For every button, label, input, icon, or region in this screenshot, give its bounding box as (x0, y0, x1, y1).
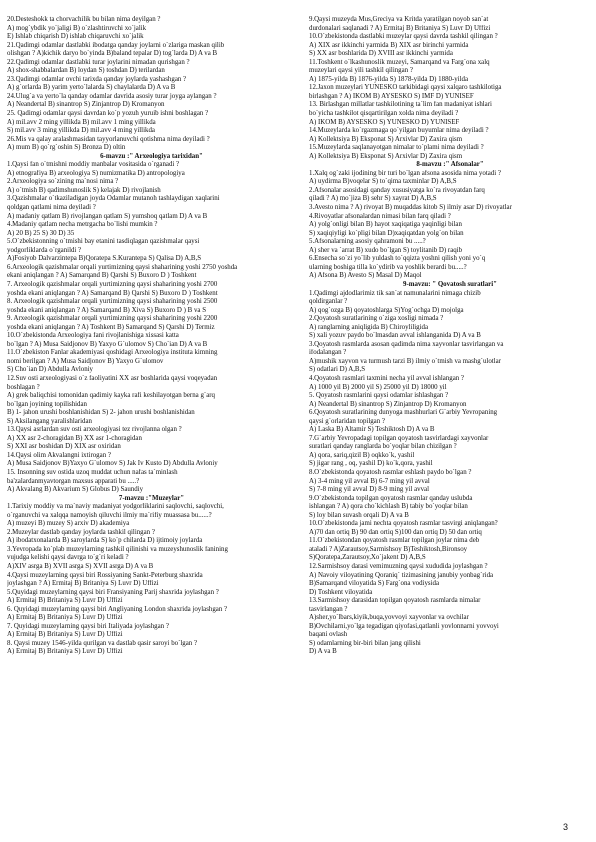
text-line: A)70 dan ortiq B) 90 dan ortiq S)100 dan ortiq D) 50 dan ortiq (309, 528, 482, 536)
text-line: baqani ovlash (309, 631, 348, 639)
text-line: 20.Desteshokk ta chorvachilik bu bilan nima deyilgan ? (7, 16, 161, 23)
text-line: A) 1875-yilda B) 1876-yilda S) 1878-yilda D) 1880-yilda (309, 75, 469, 83)
text-line: 1.Qaysi fan o`tmishni moddiy manbalar vositasida o`rganadi ? (7, 161, 180, 169)
section-heading: 9-mavzu: " Qovatosh suratlari" (403, 280, 497, 288)
text-line: 26.Mis va qalay aralashmasidan tayyorlanuvchi qotishma nima deyiladi ? (7, 135, 210, 143)
text-line: 4.Rivoyatlar afsonalardan nimasi bilan farq qiladi ? (309, 212, 451, 220)
text-line: S) loy bilan suvash orqali D) A va B (309, 511, 409, 519)
text-line: 13. Birlashgan millatlar tashkilotining ta`lim fan madaniyat ishlari (309, 101, 492, 109)
text-line: B) 1- jahon urushi boshlanishidan S) 2- jahon urushi boshlanishidan (7, 409, 195, 417)
text-line: yoshda ekani aniqlangan ? A) Samarqand B) Qarshi S) Buxoro D ) Toshkent (7, 289, 218, 297)
text-line: S) Cho`ian D) Abdulla Avloniy (7, 366, 93, 374)
right-column (309, 16, 591, 657)
text-line: 7. Quyidagi muzeylarning qaysi biri Italiyada joylashgan ? (7, 622, 169, 630)
text-line: A) Laska B) Altamir S) Teshiktosh D) A va B (309, 426, 435, 434)
text-line: ataladi ? A)Zarautsoy,Sarmishsoy B)Teshiktosh,Bironsoy (309, 545, 468, 553)
text-line: 2.Qoyatosh suratlarining o`ziga xosligi nimada ? (309, 315, 444, 323)
text-line: 10.O`zbekistonda Arxeologiya fani rivojlanishiga xissasi katta (7, 332, 179, 340)
text-line: 12.Suv osti arxeologiyasi o`z faoliyatini XX asr boshlarida qaysi voqeyadan (7, 374, 218, 382)
text-line: qaysi g`orlaridan topilgan ? (309, 417, 385, 425)
text-line: D) A va B (309, 648, 337, 656)
text-line: 10.O`zbekistonda dastlabki muzeylar qaysi davrda tashkil qilingan ? (309, 33, 498, 41)
text-line: qiladi ? A) mo`jiza B) sehr S) xayrat D) A,B,S (309, 195, 437, 203)
text-line: A) ranglarning aniqligida B) Chiroyliligida (309, 323, 429, 331)
text-line: D) Toshkent viloyatida (309, 588, 373, 596)
text-line: bo`yicha tashkilot qisqartirilgan xolda nima deyiladi ? (309, 110, 459, 118)
text-line: ba'zalardanmyavtorgan maxsus apparati bu .....? (7, 477, 140, 485)
text-line: 6.Ensecha so`zi yo`lib yuldash to`qqizta yoshni qilish yoni yo`q (309, 255, 486, 263)
text-line: bo`lgan joyining topilishidan (7, 400, 88, 408)
text-line: A)sher,yo`lbars,kiyik,buqa,yovvoyi xayvonlar va ovchilar (309, 614, 469, 622)
text-line: A) XX asr 2-choragidan B) XX asr 1-choragidan (7, 434, 142, 442)
text-line: 4.Madaniy qatlam necha metrgacha bo`lishi mumkin ? (7, 221, 158, 229)
text-line: A) madaniy qatlam B) rivojlangan qatlam S) yumshoq qatlam D) A va B (7, 212, 208, 220)
text-line: A) shox-shabbalardan B) loydan S) toshdan D) terilardan (7, 67, 165, 75)
text-line: 21.Qadimgi odamlar dastlabki ibodatga qanday joylarni o`zlariga maskan qilib (7, 41, 225, 49)
text-line: tasvirlangan ? (309, 605, 348, 613)
text-line: nomi berilgan ? A) Musa Saidjonov B) Yaxyo G`ulomov (7, 357, 164, 365)
text-line: S) odatlari D) A,B,S (309, 366, 366, 374)
text-line: A) ibodatxonalarda B) saroylarda S) ko`p chilarda D) ijtimoiy joylarda (7, 537, 203, 545)
text-line: E) Ishlab chiqarish D) ishlab chiqaruvchi xo`jalik (7, 33, 144, 41)
text-line: A) IKOM B) AYSESKO S) YUNESKO D) YUNISEF (309, 118, 460, 126)
text-line: A) uydirma B)voqelar S) to`qima taxminlar D) A,B,S (309, 178, 457, 186)
text-line: 15.Muzeylarda saqlanayotgan nimalar to`plami nima deyiladi ? (309, 144, 484, 152)
text-line: A) XIX asr ikkinchi yarmida B) XIX asr birinchi yarmida (309, 41, 469, 49)
text-line: A) Afsona B) Avesto S) Masal D) Maqol (309, 272, 422, 280)
text-line: A) muzeyi B) muzey S) arxiv D) akademiya (7, 520, 130, 528)
text-line: boshlagan ? (7, 383, 40, 391)
text-line: A) qora, sariq,qizil B) oqkko`k, yashil (309, 451, 415, 459)
text-line: 3.Avesto nima ? A) rivoyat B) muqaddas kitob S) ilmiy asar D) rivoyatlar (309, 204, 512, 212)
text-line: A) sher va `arrat B) xudo bo`lgan S) toylitanib D) raqib (309, 246, 463, 254)
text-line: A) etnografiya B) arxeologiya S) numizmatika D) antropologiya (7, 169, 185, 177)
text-line: 1.Tarixiy moddiy va ma`naviy madaniyat yodgorliklarini saqlovchi, saqlovchi, (7, 503, 224, 511)
text-line: 25. Qadimgi odamlar qaysi davrdan ko`p yozuh yuruib ishni boshlagan ? (7, 110, 209, 118)
text-line: 7.G`arbiy Yevropadagi topilgan qoyatosh tasvirlardagi xayvonlar (309, 434, 489, 442)
text-line: yodgorliklarda o`rganildi ? (7, 246, 82, 254)
text-line: S) Aksilangang yaralishlaridan (7, 417, 92, 425)
text-line: 7. Arxeologik qazishmalar orqali yurtimizning qaysi shaharining yoshi 2700 (7, 280, 218, 288)
text-line: A)XIV asrga B) XVII asrga S) XVII asrga D) A va B (7, 563, 154, 570)
text-line: durdonalari saqlanadi ? A) Ermitaj B) Britaniya S) Luvr D) Uffizi (309, 24, 491, 32)
text-line: A) Ermitaj B) Britaniya S) Luvr D) Uffizi (7, 597, 123, 605)
text-line: birlashgan ? A) IKOM B) AYSESKO S) IMF D) YUNISEF (309, 92, 474, 100)
text-line: 13.Sarmishsoy darasidan topilgan qoyatosh rasmlarda nimalar (309, 597, 481, 605)
text-line: 9.O`zbekistonda topilgan qoyatosh rasmlar qanday uslubda (309, 494, 473, 502)
text-line: S) XX asr boshlarida D) XVIII asr ikkinchi yarmida (309, 50, 453, 58)
text-line: A) Neandertal B) sinantrop S) Zinjantrop D) Kromanyon (7, 101, 165, 109)
text-line: suratlari qanday ranglarda bo`yoqlar bilan chizilgan ? (309, 443, 457, 451)
text-line: S) mil.avv 3 ming yillikda D) mil.avv 4 ming yillikda (7, 127, 155, 135)
text-line: A) mil.avv 2 ming yillikda B) mil.avv 1 ming yillikda (7, 118, 156, 126)
text-line: 8.O`zbekistonda qoyatosh rasmlar eshlash paydo bo`lgan ? (309, 468, 472, 476)
text-line: muzeylari qaysi yili tashkil qilingan ? (309, 67, 413, 75)
text-line: A) Akvalang B) Akvarium S) Globus D) Saundiy (7, 486, 144, 494)
text-line: 1.Xalq og`zaki ijodining bir turi bo`lgan afsona asosida nima yotadi ? (309, 169, 501, 177)
text-line: B)Ovchilarni,yo`lga tegadigan qiyofasi,qatlanli yovlonnarni yovvoyi (309, 622, 499, 630)
text-line: 3.Qazishmalar o`tkaziladigan joyda Odamlar mutanoh tashlaydigan xaqlarini (7, 195, 220, 203)
text-line: 5. Qoyatosh rasmlarini qaysi odamlar ishlashgan ? (309, 392, 449, 400)
text-line: 3.Qoyatosh rasmlarda asosan qadimda nima xayvonlar tasvirlangan va (309, 340, 504, 348)
text-line: A) yolg`onligi bilan B) hayot xaqiqatiga yaqinligi bilan (309, 221, 462, 229)
text-line: 24.Ulug`a va yerto`la qanday odamlar davrida asosiy turar joyga aylangan ? (7, 92, 217, 100)
text-line: 6. Quyidagi muzeylarning qaysi biri Angliyaning London shaxrida joylashgan ? (7, 605, 228, 613)
text-line: A) o`tmish B) qadimshunoslik S) kelajak D) rivojlanish (7, 186, 161, 194)
text-line: A) Ermitaj B) Britaniya S) Luvr D) Uffizi (7, 648, 123, 656)
text-line: S) jigar rang , oq, yashil D) ko`k,qora, yashil (309, 460, 433, 468)
text-line: S) XXI asr boshidan D) XIX asr oxiridan (7, 443, 121, 451)
text-line: 4.Qaysi muzeylarning qaysi biri Rossiyaning Sankt-Peterburg shaxrida (7, 571, 203, 579)
text-line: 9. Arxeologik qazishmalar orqali yurtimizning qaysi shaharining yoshi 2200 (7, 315, 218, 323)
text-line: yoshda ekani aniqlangan ? A) Samarqand B) Xiva S) Buxoro D ) B va S (7, 306, 207, 314)
text-line: S)Qoratepa,Zarautsoy,Xo`jakent D) A,B,S (309, 554, 426, 562)
text-line: A) Ermitaj B) Britaniya S) Luvr D) Uffizi (7, 614, 123, 622)
text-line: 4.Qoyatosh rasmlari taxmini necha yil avval ishlangan ? (309, 374, 464, 382)
text-line: A) Musa Saidjonov B)Yaxyo G`ulomov S) Jak Iv Kusto D) Abdulla Avloniy (7, 460, 218, 468)
text-line: A) grek baliqchisi tomonidan qadimiy kayka rafi keshilayotgan berna g`arq (7, 392, 215, 400)
text-line: yoshda ekani aniqlangan ? A) Toshkent B) Samarqand S) Qarshi D) Termiz (7, 323, 215, 331)
text-line: A) Neandertal B) sinantrop S) Zinjantrop D) Kromanyon (309, 400, 467, 408)
section-heading: 6-mavzu :" Arxeologiya tarixidan" (100, 152, 203, 160)
text-line: 11.Toshkent o`lkashunoslik muzeyi, Samarqand va Farg`ona xalq (309, 58, 490, 66)
text-line: 23.Qadimgi odamlar ovchi tarixda qanday joylarda yashashgan ? (7, 75, 187, 83)
text-line: A)mushik xayvon va turmush tarzi B) ilmiy o`tmish va mashg`ulotlar (309, 357, 501, 365)
text-line: qoldgan qatlami nima deyiladi ? (7, 204, 96, 212)
text-line: 22.Qadimgi odamlar dastlabki turar joylarini nimadan qurishgan ? (7, 58, 190, 66)
section-heading: 8-mavzu :" Afsonalar" (416, 161, 484, 169)
text-line: A) 1000 yil B) 2000 yil S) 25000 yil D) 18000 yil (309, 383, 447, 391)
text-line: ularning boshiga tilla ko`ydirib va yoshlik berardi bu.....? (309, 263, 467, 271)
text-line: A) mog`ybdik yo`jaligi B) o`zlashtiruvchi xo`jalik (7, 24, 147, 32)
text-line: o`rganuvchi va xalqqa namoyish qiluvchi ilmiy ma`rifiy muassasa bu......? (7, 511, 212, 519)
text-line: 13.Qaysi asrlardan suv osti arxeologiyasi tez rivojlanna olgan ? (7, 426, 182, 434)
text-line: olishgan ? A)kichik daryo bo`yinda B)baland tepalar D) tog`larda D) A va B (7, 50, 218, 58)
text-line: 15. Insonning suv ostida uzoq muddat uchun nafas ta`minlash (7, 468, 178, 476)
page-number: 3 (562, 822, 568, 832)
text-line: 5.Quyidagi muzeylarning qaysi biri Fransiyaning Parij shaxrida joylashgan ? (7, 588, 219, 596)
text-line: joylashgan ? A) Ermitaj B) Britaniya S) Luvr D) Uffizi (7, 580, 159, 588)
text-line: 14.Muzeylarda ko`rgazmaga qo`yilgan buyumlar nima deyiladi ? (309, 127, 489, 135)
text-line: A) Kollektsiya B) Eksponat S) Arxivlar D) Zaxira qism (309, 152, 463, 160)
text-line: qoldirganlar ? (309, 298, 348, 306)
text-line: 6.Arxeologik qazishmalar orqali yurtimizning qaysi shaharining yoshi 2750 yoshda (7, 263, 238, 271)
text-line: 2.Afsonalar asosidagi qanday xususiyatga ko`ra rivoyatdan farq (309, 186, 485, 194)
text-line: S) xaqiqiyligi ko`pligi bilan D)xaqiqatdan yolg`on bilan (309, 229, 464, 237)
text-line: S) odamlarning bir-biri bilan jang qilishi (309, 639, 421, 647)
text-line: 5.O`zbekistonning o`tmishi bay etanini tasdiqlagan qazishmalar qaysi (7, 238, 200, 246)
text-line: A)Fosiyob Dalvarzintepa B)Qoratepa S.Kurantepa S) Qalisa D) A,B,S (7, 255, 202, 263)
text-line: 12.Sarmishsoy darasi vemimuzning qaysi xududida joylashgan ? (309, 563, 488, 570)
text-line: 3.Yevropada ko`plab muzeylarning tashkil qilinishi va muzeyshunoslik fanining (7, 545, 228, 553)
section-heading: 7-mavzu :"Muzeylar" (118, 494, 185, 502)
text-line: S) xali yozuv paydo bo`lmasdan avval ishlanganida D) A va B (309, 332, 481, 340)
text-line: 8. Qaysi muzey 1546-yilda qurilgan va dastlab qasir saroyi bo`lgan ? (7, 639, 198, 647)
text-line: A) qog`ozga B) qoyatoshlarga S)Yog`ochga D) mojolga (309, 306, 464, 314)
text-line: A) Navoiy viloyatining Qoraniq` tizimasining janubiy yonbag`rida (309, 571, 494, 579)
text-line: 2.Arxeologiya so`zining ma`nosi nima ? (7, 178, 119, 186)
text-line: bo`lgan ? A) Musa Saidjonov B) Yaxyo G`ulomov S) Cho`ian D) A va B (7, 340, 208, 348)
text-line: 14.Qaysi olim Akvalangni ixtirogan ? (7, 451, 111, 459)
text-line: 6.Qoyatosh suratlarining dunyoga mashhurlari G`arbiy Yevropaning (309, 409, 498, 417)
text-line: A) 3-4 ming yil avval B) 6-7 ming yil avval (309, 477, 430, 485)
text-line: A) Kollektsiya B) Eksponat S) Arxivlar D) Zaxira qism (309, 135, 463, 143)
text-line: ekani aniqlangan ? A) Samarqand B) Qarshi S) Buxoro D ) Toshkent (7, 272, 197, 280)
text-line: A) Ermitaj B) Britaniya S) Luvr D) Uffizi (7, 631, 123, 639)
text-line: ishlangan ? A) qora cho`kichlash B) tabiy bo`yoqlar bilan (309, 503, 468, 511)
text-line: A) mum B) qo`rg`oshin S) Bronza D) oltin (7, 144, 126, 152)
text-line: 11.O`zbekiston Fanlar akademiyasi qoshidagi Arxeologiya instituta kimning (7, 349, 218, 357)
left-column (7, 16, 296, 657)
text-line: 8. Arxeologik qazishmalar orqali yurtimizning qaysi shaharining yoshi 2500 (7, 298, 218, 306)
text-line: vujudga kelishi qaysi davrga to`g`ri keladi ? (7, 554, 129, 562)
text-line: A) 20 B) 25 S) 30 D) 35 (7, 229, 75, 237)
text-line: 1.Qadimgi ajdodlarimiz tik san`at namunalarini nimaga chizib (309, 289, 481, 297)
text-line: A) g`orlarda B) yarim yerto`lalarda S) chaylalarda D) A va B (7, 84, 176, 92)
text-line: 11.O`zbekistondan qoyatosh rasmlar topilgan joylar nima deb (309, 537, 480, 545)
text-line: 10.O`zbekistonda jami nechta qoyatosh rasmlar tasvirgi aniqlangan? (309, 520, 498, 528)
text-line: S) 7-8 ming yil avval D) 8-9 ming yil avval (309, 486, 429, 494)
text-line: 5.Afsonalarning asosiy qahramoni bu .....? (309, 238, 426, 246)
text-line: 9.Qaysi muzeyda Mus,Greciya va Kritda yaratilgan noyob san`at (309, 16, 489, 23)
text-line: 12.Jaxon muzeylari YUNESKO tarkibidagi qaysi xalqaro tashkilotiga (309, 84, 502, 92)
text-line: ifodalangan ? (309, 349, 347, 357)
text-line: 2.Muzeylar dastlab qanday joylarda tashkil qilingan ? (7, 528, 155, 536)
text-line: B)Samarqand viloyatida S) Farg`ona vodiysida (309, 580, 440, 588)
